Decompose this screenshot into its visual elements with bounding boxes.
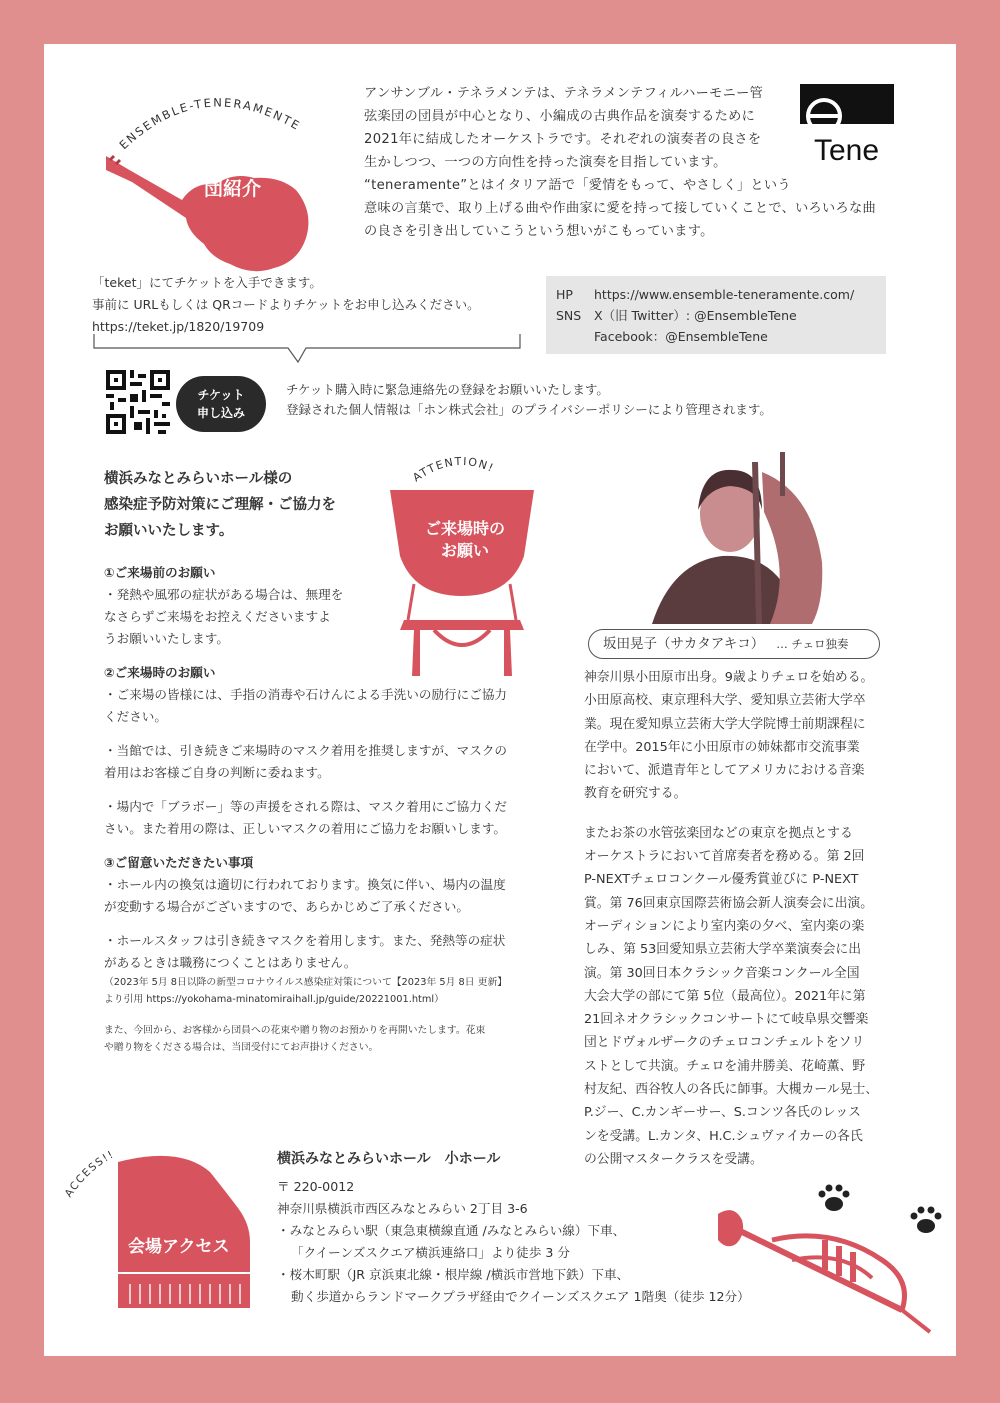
svg-text:ACCESS!! <box>63 1148 117 1199</box>
intro-line: 生かしつつ、一つの方向性を持った演奏を目指しています。 <box>364 155 727 170</box>
attention-label-line: ご来場時の <box>424 519 505 538</box>
section-2-line: さい。また着用の際は、正しいマスクの着用にご協力をお願いします。 <box>104 821 506 836</box>
intro-line: 弦楽団の団員が中心となり、小編成の古典作品を演奏するために <box>364 109 756 124</box>
cellist-photo <box>612 452 892 624</box>
logo-text: Tene <box>814 134 880 167</box>
bio-line: 業。現在愛知県立芸術大学大学院博士前期課程に <box>584 716 866 732</box>
bio-line: 小田原高校、東京理科大学、愛知県立芸術大学卒 <box>584 693 866 709</box>
gift-note: や贈り物をくださる場合は、当団受付にてお声掛けください。 <box>104 1042 379 1053</box>
bio-line: P.ジー、C.カンギーサー、S.コンツ各氏のレッス <box>584 1105 861 1121</box>
hp-link[interactable]: https://www.ensemble-teneramente.com/ <box>594 287 855 302</box>
ticket-apply-label: チケット <box>197 388 245 402</box>
section-3-line: ・ホール内の換気は適切に行われております。換気に伴い、場内の温度 <box>104 877 506 892</box>
section-3-line: が変動する場合がございますので、あらかじめご了承ください。 <box>104 899 469 914</box>
intro-line: “teneramente”とはイタリア語で「愛情をもって、やさしく」という <box>364 178 791 193</box>
section-1-line: ・発熱や風邪の症状がある場合は、無理を <box>104 587 344 602</box>
trumpet-illustration <box>712 1200 952 1350</box>
bio-line: ンを受講。L.カンタ、H.C.シュヴァイカーの各氏 <box>584 1128 863 1144</box>
section-3-title: ③ご留意いただきたい事項 <box>104 855 254 870</box>
route-line: 「クイーンズスクエア横浜連絡口」より徒歩 3 分 <box>291 1245 570 1260</box>
access-arc-label: ACCESS!! <box>62 1148 117 1200</box>
x-link[interactable]: X（旧 Twitter）: @EnsembleTene <box>594 308 797 323</box>
bio-line: 教育を研究する。 <box>584 786 687 802</box>
performer-name: 坂田晃子（サカタアキコ） <box>603 636 765 652</box>
bio-line: 神奈川県小田原市出身。9歳よりチェロを始める。 <box>584 670 874 685</box>
bio-line: またお茶の水管弦楽団などの東京を拠点とする <box>584 825 853 841</box>
ticket-note-line: チケット購入時に緊急連絡先の登録をお願いいたします。 <box>286 382 609 397</box>
ticket-line: 「teket」にてチケットを入手できます。 <box>92 275 322 290</box>
svg-text:ENSEMBLE-TENERAMENTE <box>117 95 304 152</box>
bio-line: において、派遣青年としてアメリカにおける音楽 <box>584 763 865 779</box>
ticket-line: 事前に URLもしくは QRコードよりチケットをお申し込みください。 <box>92 297 480 312</box>
section-3-line: があるときは職務につくことはありません。 <box>104 955 357 970</box>
bio-line: しみ、第 53回愛知県立芸術大学卒業演奏会に出 <box>584 942 862 958</box>
intro-line: アンサンブル・テネラメンテは、テネラメンテフィルハーモニー管 <box>364 86 764 101</box>
section-2-line: ・場内で「ブラボー」等の声援をされる際は、マスク着用にご協力くだ <box>104 799 507 814</box>
hp-label: HP <box>556 287 573 302</box>
facebook-link[interactable]: Facebook：@EnsembleTene <box>594 329 768 344</box>
venue-address: 神奈川県横浜市西区みなとみらい 2丁目 3-6 <box>277 1201 528 1216</box>
ticket-info <box>92 272 522 338</box>
covid-heading <box>104 466 384 544</box>
bio-line: の公開マスタークラスを受講。 <box>584 1151 763 1167</box>
attention-label-line: お願い <box>440 541 489 560</box>
source-note: （2023年 5月 8日以降の新型コロナウイルス感染症対策について【2023年 5月 8日 更新】 <box>104 977 508 988</box>
section-2-line: ・当館では、引き続きご来場時のマスク着用を推奨しますが、マスクの <box>104 743 507 758</box>
attention-arc-label: ATTENTION! <box>410 454 497 485</box>
covid-body <box>104 562 550 1056</box>
ensemble-arc-label: ENSEMBLE-TENERAMENTE <box>116 95 304 153</box>
piano-illustration <box>60 1132 280 1322</box>
performer-name-badge <box>588 629 880 659</box>
covid-heading-line: 感染症予防対策にご理解・ご協力を <box>104 497 336 513</box>
route-line: ・桜木町駅（JR 京浜東北線・根岸線 /横浜市営地下鉄）下車、 <box>277 1267 630 1282</box>
section-1-line: うお願いいたします。 <box>104 631 229 646</box>
section-3-line: ・ホールスタッフは引き続きマスクを着用します。また、発熱等の症状 <box>104 933 506 948</box>
section-2-title: ②ご来場時のお願い <box>104 665 216 680</box>
covid-heading-line: 横浜みなとみらいホール様の <box>104 471 293 487</box>
performer-bio <box>584 666 916 1171</box>
section-2-line: ください。 <box>104 709 167 724</box>
ticket-apply-label: 申し込み <box>196 406 245 420</box>
bio-line: 在学中。2015年に小田原市の姉妹都市交流事業 <box>584 739 860 755</box>
ticket-apply-button[interactable] <box>176 376 266 432</box>
section-2-line: 着用はお客様ご自身の判断に委ねます。 <box>104 765 330 780</box>
intro-line: 2021年に結成したオーケストラです。それぞれの演奏者の良さを <box>364 132 762 147</box>
bio-line: P-NEXTチェロコンクール優秀賞並びに P-NEXT <box>584 872 859 888</box>
gift-note: また、今回から、お客様から団員への花束や贈り物のお預かりを再開いたします。花束 <box>104 1025 486 1036</box>
bio-line: オーディションにより室内楽の夕べ、室内楽の楽 <box>584 918 865 934</box>
route-line: ・みなとみらい駅（東急東横線直通 /みなとみらい線）下車、 <box>277 1223 626 1238</box>
sns-label: SNS <box>556 308 582 323</box>
intro-line: 意味の言葉で、取り上げる曲や作曲家に愛を持って接していくことで、いろいろな曲 <box>364 201 876 216</box>
bio-line: 大会大学の部にて第 5位（最高位）。2021年に第 <box>584 988 866 1004</box>
ticket-note <box>286 380 886 420</box>
speech-bubble-line <box>92 334 522 364</box>
route-line: 動く歩道からランドマークプラザ経由でクイーンズスクエア 1階奥（徒歩 12分） <box>291 1289 750 1304</box>
bio-line: 村友紀、西谷牧人の各氏に師事。大槻カール晃士、 <box>584 1082 879 1098</box>
ticket-note-line: 登録された個人情報は「ホン株式会社」のプライバシーポリシーにより管理されます。 <box>286 402 772 417</box>
qr-code-icon[interactable] <box>106 370 170 434</box>
attention-label <box>410 518 520 562</box>
covid-heading-line: お願いいたします。 <box>104 523 234 539</box>
bio-line: オーケストラにおいて首席奏者を務める。第 2回 <box>584 849 865 865</box>
bio-line: 21回ネオクラシックコンサートにて岐阜県交響楽 <box>584 1012 869 1028</box>
ticket-url-link[interactable]: https://teket.jp/1820/19709 <box>92 319 265 334</box>
section-2-line: ・ご来場の皆様には、手指の消毒や石けんによる手洗いの励行にご協力 <box>104 687 507 702</box>
source-link[interactable]: より引用 https://yokohama-minatomiraihall.jp/guide/20221001.html） <box>104 994 444 1005</box>
section-1-title: ①ご来場前のお願い <box>104 565 216 580</box>
postal-code: 〒 220-0012 <box>277 1179 355 1194</box>
bio-line: 賞。第 76回東京国際芸術協会新人演奏会に出演。 <box>584 895 874 911</box>
ensemble-logo <box>800 84 894 178</box>
bio-line: 団とドヴォルザークのチェロコンチェルトをソリ <box>584 1035 865 1051</box>
venue-name: 横浜みなとみらいホール 小ホール <box>277 1151 501 1167</box>
svg-text:ATTENTION! <box>410 455 496 484</box>
links-panel <box>546 276 886 354</box>
intro-line: の良さを引き出していこうという想いがこもっています。 <box>364 224 714 239</box>
violin-label: 団紹介 <box>204 178 262 200</box>
flyer-sheet <box>44 44 956 1356</box>
bio-line: 演。第 30回日本クラシック音楽コンクール全国 <box>584 965 860 981</box>
section-1-line: なさらずご来場をお控えくださいますよ <box>104 609 331 624</box>
access-label: 会場アクセス <box>128 1237 230 1257</box>
performer-role: … チェロ独奏 <box>776 637 849 651</box>
bio-line: ストとして共演。チェロを浦井勝美、花崎薫、野 <box>584 1058 866 1074</box>
